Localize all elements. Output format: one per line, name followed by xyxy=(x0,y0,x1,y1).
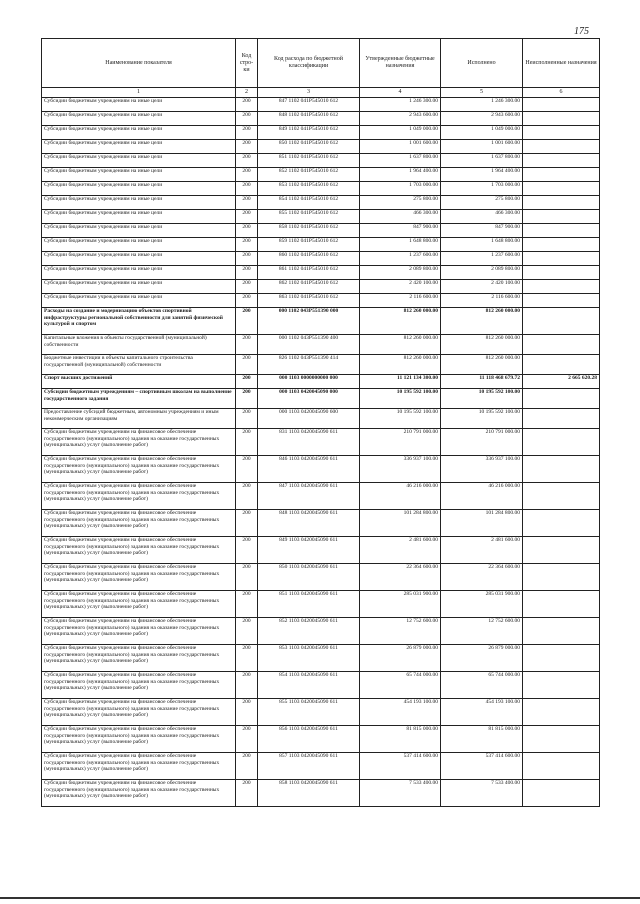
table-row xyxy=(42,726,600,753)
row-line-code-cell: 200 xyxy=(236,308,258,335)
row-expense-code-cell: 862 1102 041P545010 612 xyxy=(258,280,360,294)
header-expense-code: Код расхода по бюджетной классификации xyxy=(258,39,360,88)
row-line-code-cell: 200 xyxy=(236,112,258,126)
row-approved-cell: 81 815 000.00 xyxy=(360,726,441,753)
row-executed-cell: 1 637 800.00 xyxy=(441,154,523,168)
table-row xyxy=(42,375,600,389)
row-line-code-cell: 200 xyxy=(236,196,258,210)
row-executed-cell: 812 260 000.00 xyxy=(441,308,523,335)
row-name-cell: Субсидии бюджетным учреждениям на финансовое обеспечение государственного (муниципального) задания на оказание государственных (муниципальных) услуг (выполнение работ) xyxy=(42,726,236,753)
row-executed-cell: 1 703 000.00 xyxy=(441,182,523,196)
row-executed-cell: 1 964 400.00 xyxy=(441,168,523,182)
table-row xyxy=(42,224,600,238)
row-name-cell: Расходы на создание и модернизацию объектов спортивной инфраструктуры региональной собственности для занятий физической культурой и спортом xyxy=(42,308,236,335)
table-row xyxy=(42,280,600,294)
row-approved-cell: 285 031 900.00 xyxy=(360,591,441,618)
row-line-code-cell: 200 xyxy=(236,780,258,807)
table-row xyxy=(42,154,600,168)
row-unexecuted-cell xyxy=(523,672,600,699)
table-row xyxy=(42,645,600,672)
row-unexecuted-cell xyxy=(523,537,600,564)
row-approved-cell: 1 964 400.00 xyxy=(360,168,441,182)
row-executed-cell: 26 879 000.00 xyxy=(441,645,523,672)
row-executed-cell: 812 260 000.00 xyxy=(441,335,523,355)
table-row xyxy=(42,182,600,196)
column-number: 2 xyxy=(236,88,258,98)
row-expense-code-cell: 000 1102 043P551390 000 xyxy=(258,308,360,335)
row-name-cell: Спорт высших достижений xyxy=(42,375,236,389)
row-name-cell: Субсидии бюджетным учреждениям на финансовое обеспечение государственного (муниципального) задания на оказание государственных (муниципальных) услуг (выполнение работ) xyxy=(42,672,236,699)
row-expense-code-cell: 851 1102 041P545010 612 xyxy=(258,154,360,168)
row-name-cell: Субсидии бюджетным учреждениям на финансовое обеспечение государственного (муниципального) задания на оказание государственных (муниципальных) услуг (выполнение работ) xyxy=(42,429,236,456)
column-number: 6 xyxy=(523,88,600,98)
row-expense-code-cell: 849 1103 0420045090 611 xyxy=(258,537,360,564)
row-line-code-cell: 200 xyxy=(236,429,258,456)
table-row xyxy=(42,210,600,224)
row-executed-cell: 2 089 800.00 xyxy=(441,266,523,280)
row-line-code-cell: 200 xyxy=(236,238,258,252)
row-line-code-cell: 200 xyxy=(236,266,258,280)
row-line-code-cell: 200 xyxy=(236,510,258,537)
row-approved-cell: 2 420 100.00 xyxy=(360,280,441,294)
row-expense-code-cell: 849 1102 041P545010 612 xyxy=(258,126,360,140)
row-unexecuted-cell: 2 665 620.28 xyxy=(523,375,600,389)
table-row xyxy=(42,252,600,266)
row-line-code-cell: 200 xyxy=(236,456,258,483)
row-executed-cell: 10 195 592 100.00 xyxy=(441,409,523,429)
row-approved-cell: 7 533 400.00 xyxy=(360,780,441,807)
row-approved-cell: 812 260 000.00 xyxy=(360,308,441,335)
row-expense-code-cell: 863 1102 041P545010 612 xyxy=(258,294,360,308)
row-name-cell: Субсидии бюджетным учреждениям на иные цели xyxy=(42,154,236,168)
row-expense-code-cell: 858 1102 041P545010 612 xyxy=(258,224,360,238)
row-approved-cell: 2 943 600.00 xyxy=(360,112,441,126)
row-name-cell: Субсидии бюджетным учреждениям на иные цели xyxy=(42,252,236,266)
row-name-cell: Субсидии бюджетным учреждениям на иные цели xyxy=(42,126,236,140)
row-line-code-cell: 200 xyxy=(236,409,258,429)
row-approved-cell: 12 752 600.00 xyxy=(360,618,441,645)
table-row xyxy=(42,591,600,618)
row-name-cell: Субсидии бюджетным учреждениям на финансовое обеспечение государственного (муниципального) задания на оказание государственных (муниципальных) услуг (выполнение работ) xyxy=(42,564,236,591)
row-name-cell: Субсидии бюджетным учреждениям на финансовое обеспечение государственного (муниципального) задания на оказание государственных (муниципальных) услуг (выполнение работ) xyxy=(42,699,236,726)
row-unexecuted-cell xyxy=(523,210,600,224)
row-approved-cell: 1 237 600.00 xyxy=(360,252,441,266)
row-expense-code-cell: 854 1102 041P545010 612 xyxy=(258,196,360,210)
table-row xyxy=(42,699,600,726)
row-expense-code-cell: 846 1103 0420045090 611 xyxy=(258,456,360,483)
row-expense-code-cell: 853 1102 041P545010 612 xyxy=(258,182,360,196)
table-row xyxy=(42,335,600,355)
row-name-cell: Субсидии бюджетным учреждениям на финансовое обеспечение государственного (муниципального) задания на оказание государственных (муниципальных) услуг (выполнение работ) xyxy=(42,456,236,483)
row-approved-cell: 812 260 000.00 xyxy=(360,355,441,375)
table-row xyxy=(42,537,600,564)
row-expense-code-cell: 000 1103 0420045090 600 xyxy=(258,409,360,429)
row-executed-cell: 2 116 600.00 xyxy=(441,294,523,308)
row-unexecuted-cell xyxy=(523,699,600,726)
row-unexecuted-cell xyxy=(523,224,600,238)
row-expense-code-cell: 860 1102 041P545010 612 xyxy=(258,252,360,266)
row-name-cell: Субсидии бюджетным учреждениям на иные цели xyxy=(42,112,236,126)
table-row xyxy=(42,355,600,375)
row-unexecuted-cell xyxy=(523,154,600,168)
table-body xyxy=(42,98,600,807)
row-line-code-cell: 200 xyxy=(236,168,258,182)
table-row xyxy=(42,294,600,308)
row-unexecuted-cell xyxy=(523,753,600,780)
table-row xyxy=(42,409,600,429)
row-executed-cell: 1 246 300.00 xyxy=(441,98,523,112)
row-executed-cell: 466 300.00 xyxy=(441,210,523,224)
row-unexecuted-cell xyxy=(523,726,600,753)
row-unexecuted-cell xyxy=(523,564,600,591)
row-approved-cell: 2 089 800.00 xyxy=(360,266,441,280)
row-expense-code-cell: 852 1102 041P545010 612 xyxy=(258,168,360,182)
row-unexecuted-cell xyxy=(523,355,600,375)
row-name-cell: Бюджетные инвестиции в объекты капитального строительства государственной (муниципальной) собственности xyxy=(42,355,236,375)
row-executed-cell: 81 815 000.00 xyxy=(441,726,523,753)
row-line-code-cell: 200 xyxy=(236,98,258,112)
row-unexecuted-cell xyxy=(523,618,600,645)
row-executed-cell: 336 937 100.00 xyxy=(441,456,523,483)
row-unexecuted-cell xyxy=(523,112,600,126)
table-row xyxy=(42,483,600,510)
row-name-cell: Субсидии бюджетным учреждениям на иные цели xyxy=(42,224,236,238)
page-bottom-divider xyxy=(0,897,640,899)
row-line-code-cell: 200 xyxy=(236,355,258,375)
row-approved-cell: 65 744 000.00 xyxy=(360,672,441,699)
row-expense-code-cell: 861 1102 041P545010 612 xyxy=(258,266,360,280)
row-executed-cell: 537 414 600.00 xyxy=(441,753,523,780)
row-unexecuted-cell xyxy=(523,308,600,335)
row-unexecuted-cell xyxy=(523,483,600,510)
row-approved-cell: 10 195 592 100.00 xyxy=(360,409,441,429)
row-line-code-cell: 200 xyxy=(236,140,258,154)
row-line-code-cell: 200 xyxy=(236,294,258,308)
row-unexecuted-cell xyxy=(523,456,600,483)
column-number: 5 xyxy=(441,88,523,98)
table-row xyxy=(42,98,600,112)
table-row xyxy=(42,126,600,140)
row-executed-cell: 46 216 000.00 xyxy=(441,483,523,510)
table-row xyxy=(42,112,600,126)
row-name-cell: Субсидии бюджетным учреждениям на иные цели xyxy=(42,182,236,196)
table-row xyxy=(42,140,600,154)
row-expense-code-cell: 850 1102 041P545010 612 xyxy=(258,140,360,154)
row-approved-cell: 336 937 100.00 xyxy=(360,456,441,483)
row-expense-code-cell: 857 1103 0420045090 611 xyxy=(258,753,360,780)
row-expense-code-cell: 853 1103 0420045090 611 xyxy=(258,645,360,672)
row-executed-cell: 210 791 000.00 xyxy=(441,429,523,456)
row-unexecuted-cell xyxy=(523,126,600,140)
row-line-code-cell: 200 xyxy=(236,335,258,355)
row-executed-cell: 454 193 100.00 xyxy=(441,699,523,726)
table-row xyxy=(42,456,600,483)
row-unexecuted-cell xyxy=(523,335,600,355)
row-line-code-cell: 200 xyxy=(236,483,258,510)
row-approved-cell: 101 284 800.00 xyxy=(360,510,441,537)
row-line-code-cell: 200 xyxy=(236,645,258,672)
row-approved-cell: 1 648 800.00 xyxy=(360,238,441,252)
row-approved-cell: 1 703 000.00 xyxy=(360,182,441,196)
row-unexecuted-cell xyxy=(523,645,600,672)
row-name-cell: Предоставление субсидий бюджетным, автономным учреждениям и иным некоммерческим организациям xyxy=(42,409,236,429)
row-expense-code-cell: 831 1103 0420045090 611 xyxy=(258,429,360,456)
page-number: 175 xyxy=(574,26,589,37)
row-executed-cell: 812 260 000.00 xyxy=(441,355,523,375)
row-line-code-cell: 200 xyxy=(236,389,258,409)
row-executed-cell: 65 744 000.00 xyxy=(441,672,523,699)
table-row xyxy=(42,429,600,456)
row-expense-code-cell: 854 1103 0420045090 611 xyxy=(258,672,360,699)
row-name-cell: Субсидии бюджетным учреждениям на иные цели xyxy=(42,266,236,280)
row-line-code-cell: 200 xyxy=(236,210,258,224)
row-executed-cell: 22 364 600.00 xyxy=(441,564,523,591)
table-row xyxy=(42,238,600,252)
row-approved-cell: 812 260 000.00 xyxy=(360,335,441,355)
row-approved-cell: 1 637 800.00 xyxy=(360,154,441,168)
row-expense-code-cell: 858 1103 0420045090 611 xyxy=(258,780,360,807)
header-row xyxy=(42,39,600,88)
row-line-code-cell: 200 xyxy=(236,182,258,196)
row-expense-code-cell: 848 1103 0420045090 611 xyxy=(258,510,360,537)
header-indicator-name: Наименование показателя xyxy=(42,39,236,88)
table-row xyxy=(42,564,600,591)
row-executed-cell: 101 284 800.00 xyxy=(441,510,523,537)
row-name-cell: Субсидии бюджетным учреждениям на финансовое обеспечение государственного (муниципального) задания на оказание государственных (муниципальных) услуг (выполнение работ) xyxy=(42,510,236,537)
row-name-cell: Субсидии бюджетным учреждениям на иные цели xyxy=(42,294,236,308)
row-unexecuted-cell xyxy=(523,196,600,210)
header-line-code: Код стро- ки xyxy=(236,39,258,88)
row-expense-code-cell: 000 1103 0000000000 000 xyxy=(258,375,360,389)
row-line-code-cell: 200 xyxy=(236,280,258,294)
row-unexecuted-cell xyxy=(523,140,600,154)
row-line-code-cell: 200 xyxy=(236,618,258,645)
row-executed-cell: 2 943 600.00 xyxy=(441,112,523,126)
row-unexecuted-cell xyxy=(523,182,600,196)
table-row xyxy=(42,618,600,645)
row-name-cell: Субсидии бюджетным учреждениям на иные цели xyxy=(42,280,236,294)
row-approved-cell: 22 364 600.00 xyxy=(360,564,441,591)
row-unexecuted-cell xyxy=(523,780,600,807)
row-expense-code-cell: 847 1103 0420045090 611 xyxy=(258,483,360,510)
header-unexecuted: Неисполненные назначения xyxy=(523,39,600,88)
header-executed: Исполнено xyxy=(441,39,523,88)
row-executed-cell: 285 031 900.00 xyxy=(441,591,523,618)
row-expense-code-cell: 848 1102 041P545010 612 xyxy=(258,112,360,126)
row-approved-cell: 275 800.00 xyxy=(360,196,441,210)
row-unexecuted-cell xyxy=(523,294,600,308)
row-line-code-cell: 200 xyxy=(236,252,258,266)
row-name-cell: Субсидии бюджетным учреждениям на финансовое обеспечение государственного (муниципального) задания на оказание государственных (муниципальных) услуг (выполнение работ) xyxy=(42,618,236,645)
row-unexecuted-cell xyxy=(523,168,600,182)
row-name-cell: Субсидии бюджетным учреждениям на иные цели xyxy=(42,196,236,210)
row-name-cell: Субсидии бюджетным учреждениям на финансовое обеспечение государственного (муниципального) задания на оказание государственных (муниципальных) услуг (выполнение работ) xyxy=(42,780,236,807)
row-approved-cell: 1 001 600.00 xyxy=(360,140,441,154)
row-approved-cell: 1 246 300.00 xyxy=(360,98,441,112)
row-unexecuted-cell xyxy=(523,98,600,112)
row-unexecuted-cell xyxy=(523,429,600,456)
table-row xyxy=(42,753,600,780)
row-name-cell: Субсидии бюджетным учреждениям на иные цели xyxy=(42,238,236,252)
row-expense-code-cell: 000 1102 043P551390 400 xyxy=(258,335,360,355)
column-number: 1 xyxy=(42,88,236,98)
table-row xyxy=(42,510,600,537)
row-expense-code-cell: 859 1102 041P545010 612 xyxy=(258,238,360,252)
row-unexecuted-cell xyxy=(523,389,600,409)
row-name-cell: Субсидии бюджетным учреждениям – спортивным школам на выполнение государственного задания xyxy=(42,389,236,409)
row-approved-cell: 2 116 600.00 xyxy=(360,294,441,308)
row-approved-cell: 46 216 000.00 xyxy=(360,483,441,510)
table-row xyxy=(42,266,600,280)
row-name-cell: Субсидии бюджетным учреждениям на иные цели xyxy=(42,210,236,224)
header-approved: Утвержденные бюджетные назначения xyxy=(360,39,441,88)
row-name-cell: Субсидии бюджетным учреждениям на финансовое обеспечение государственного (муниципального) задания на оказание государственных (муниципальных) услуг (выполнение работ) xyxy=(42,537,236,564)
row-executed-cell: 1 237 600.00 xyxy=(441,252,523,266)
row-executed-cell: 1 049 000.00 xyxy=(441,126,523,140)
row-name-cell: Субсидии бюджетным учреждениям на финансовое обеспечение государственного (муниципального) задания на оказание государственных (муниципальных) услуг (выполнение работ) xyxy=(42,645,236,672)
row-name-cell: Субсидии бюджетным учреждениям на финансовое обеспечение государственного (муниципального) задания на оказание государственных (муниципальных) услуг (выполнение работ) xyxy=(42,591,236,618)
row-unexecuted-cell xyxy=(523,280,600,294)
row-executed-cell: 12 752 600.00 xyxy=(441,618,523,645)
row-expense-code-cell: 826 1102 043P551390 414 xyxy=(258,355,360,375)
row-line-code-cell: 200 xyxy=(236,753,258,780)
row-name-cell: Субсидии бюджетным учреждениям на финансовое обеспечение государственного (муниципального) задания на оказание государственных (муниципальных) услуг (выполнение работ) xyxy=(42,483,236,510)
row-name-cell: Капитальные вложения в объекты государственной (муниципальной) собственности xyxy=(42,335,236,355)
row-unexecuted-cell xyxy=(523,252,600,266)
table-row xyxy=(42,672,600,699)
table-row xyxy=(42,389,600,409)
row-name-cell: Субсидии бюджетным учреждениям на иные цели xyxy=(42,140,236,154)
row-expense-code-cell: 847 1102 041P545010 612 xyxy=(258,98,360,112)
row-executed-cell: 11 118 468 679.72 xyxy=(441,375,523,389)
row-approved-cell: 26 879 000.00 xyxy=(360,645,441,672)
row-unexecuted-cell xyxy=(523,266,600,280)
budget-execution-table xyxy=(41,38,600,807)
column-number: 3 xyxy=(258,88,360,98)
row-line-code-cell: 200 xyxy=(236,537,258,564)
row-line-code-cell: 200 xyxy=(236,154,258,168)
row-approved-cell: 1 049 000.00 xyxy=(360,126,441,140)
row-expense-code-cell: 850 1103 0420045090 611 xyxy=(258,564,360,591)
row-executed-cell: 10 195 592 100.00 xyxy=(441,389,523,409)
column-number: 4 xyxy=(360,88,441,98)
row-approved-cell: 210 791 000.00 xyxy=(360,429,441,456)
row-approved-cell: 10 195 592 100.00 xyxy=(360,389,441,409)
column-number-row xyxy=(42,88,600,98)
row-expense-code-cell: 855 1103 0420045090 611 xyxy=(258,699,360,726)
row-expense-code-cell: 000 1103 0420045090 000 xyxy=(258,389,360,409)
row-unexecuted-cell xyxy=(523,510,600,537)
row-unexecuted-cell xyxy=(523,409,600,429)
row-line-code-cell: 200 xyxy=(236,726,258,753)
row-expense-code-cell: 855 1102 041P545010 612 xyxy=(258,210,360,224)
row-approved-cell: 2 481 600.00 xyxy=(360,537,441,564)
row-name-cell: Субсидии бюджетным учреждениям на финансовое обеспечение государственного (муниципального) задания на оказание государственных (муниципальных) услуг (выполнение работ) xyxy=(42,753,236,780)
row-approved-cell: 466 300.00 xyxy=(360,210,441,224)
row-executed-cell: 1 648 800.00 xyxy=(441,238,523,252)
table-row xyxy=(42,196,600,210)
row-unexecuted-cell xyxy=(523,591,600,618)
row-line-code-cell: 200 xyxy=(236,375,258,389)
row-approved-cell: 11 121 134 300.00 xyxy=(360,375,441,389)
table-row xyxy=(42,308,600,335)
row-name-cell: Субсидии бюджетным учреждениям на иные цели xyxy=(42,168,236,182)
row-approved-cell: 537 414 600.00 xyxy=(360,753,441,780)
row-line-code-cell: 200 xyxy=(236,591,258,618)
row-executed-cell: 2 481 600.00 xyxy=(441,537,523,564)
table-row xyxy=(42,168,600,182)
row-line-code-cell: 200 xyxy=(236,699,258,726)
row-line-code-cell: 200 xyxy=(236,224,258,238)
row-executed-cell: 275 800.00 xyxy=(441,196,523,210)
row-expense-code-cell: 856 1103 0420045090 611 xyxy=(258,726,360,753)
row-executed-cell: 1 001 600.00 xyxy=(441,140,523,154)
row-expense-code-cell: 852 1103 0420045090 611 xyxy=(258,618,360,645)
row-executed-cell: 847 900.00 xyxy=(441,224,523,238)
row-approved-cell: 847 900.00 xyxy=(360,224,441,238)
row-executed-cell: 7 533 400.00 xyxy=(441,780,523,807)
row-unexecuted-cell xyxy=(523,238,600,252)
row-line-code-cell: 200 xyxy=(236,564,258,591)
row-approved-cell: 454 193 100.00 xyxy=(360,699,441,726)
row-executed-cell: 2 420 100.00 xyxy=(441,280,523,294)
table-row xyxy=(42,780,600,807)
row-name-cell: Субсидии бюджетным учреждениям на иные цели xyxy=(42,98,236,112)
row-line-code-cell: 200 xyxy=(236,126,258,140)
row-expense-code-cell: 851 1103 0420045090 611 xyxy=(258,591,360,618)
row-line-code-cell: 200 xyxy=(236,672,258,699)
